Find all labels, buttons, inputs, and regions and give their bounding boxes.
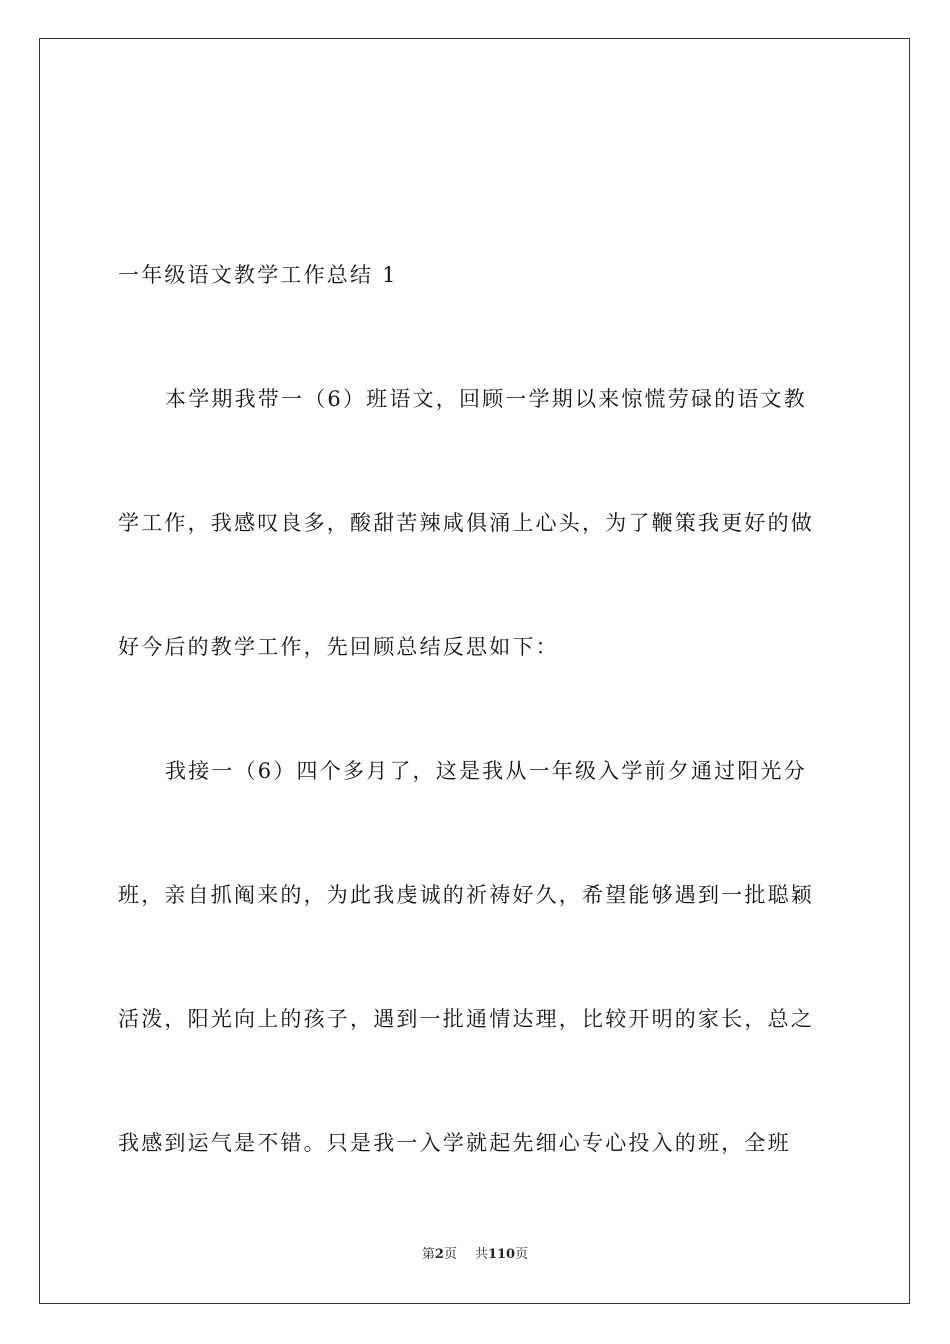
page-border xyxy=(39,38,910,1304)
paragraph-1-line-3: 好今后的教学工作，先回顾总结反思如下： xyxy=(118,635,559,659)
paragraph-2-line-1: 我接一（6）四个多月了，这是我从一年级入学前夕通过阳光分 xyxy=(165,759,807,783)
page-prefix: 第 xyxy=(421,1247,435,1262)
total-prefix: 共 xyxy=(474,1247,488,1262)
paragraph-2-line-3: 活泼，阳光向上的孩子，遇到一批通情达理，比较开明的家长，总之 xyxy=(118,1007,814,1031)
page-footer xyxy=(0,1246,950,1264)
paragraph-1-line-2: 学工作，我感叹良多，酸甜苦辣咸俱涌上心头，为了鞭策我更好的做 xyxy=(118,511,814,535)
paragraph-1-line-1: 本学期我带一（6）班语文，回顾一学期以来惊慌劳碌的语文教 xyxy=(165,387,807,411)
paragraph-2-line-4: 我感到运气是不错。只是我一入学就起先细心专心投入的班，全班 xyxy=(118,1131,791,1155)
paragraph-2-line-2: 班，亲自抓阄来的，为此我虔诚的祈祷好久，希望能够遇到一批聪颖 xyxy=(118,883,814,907)
total-suffix: 页 xyxy=(515,1247,529,1262)
total-pages: 110 xyxy=(487,1247,516,1262)
page-suffix: 页 xyxy=(443,1247,457,1262)
document-heading: 一年级语文教学工作总结 1 xyxy=(118,263,398,287)
page-number: 2 xyxy=(434,1247,444,1262)
